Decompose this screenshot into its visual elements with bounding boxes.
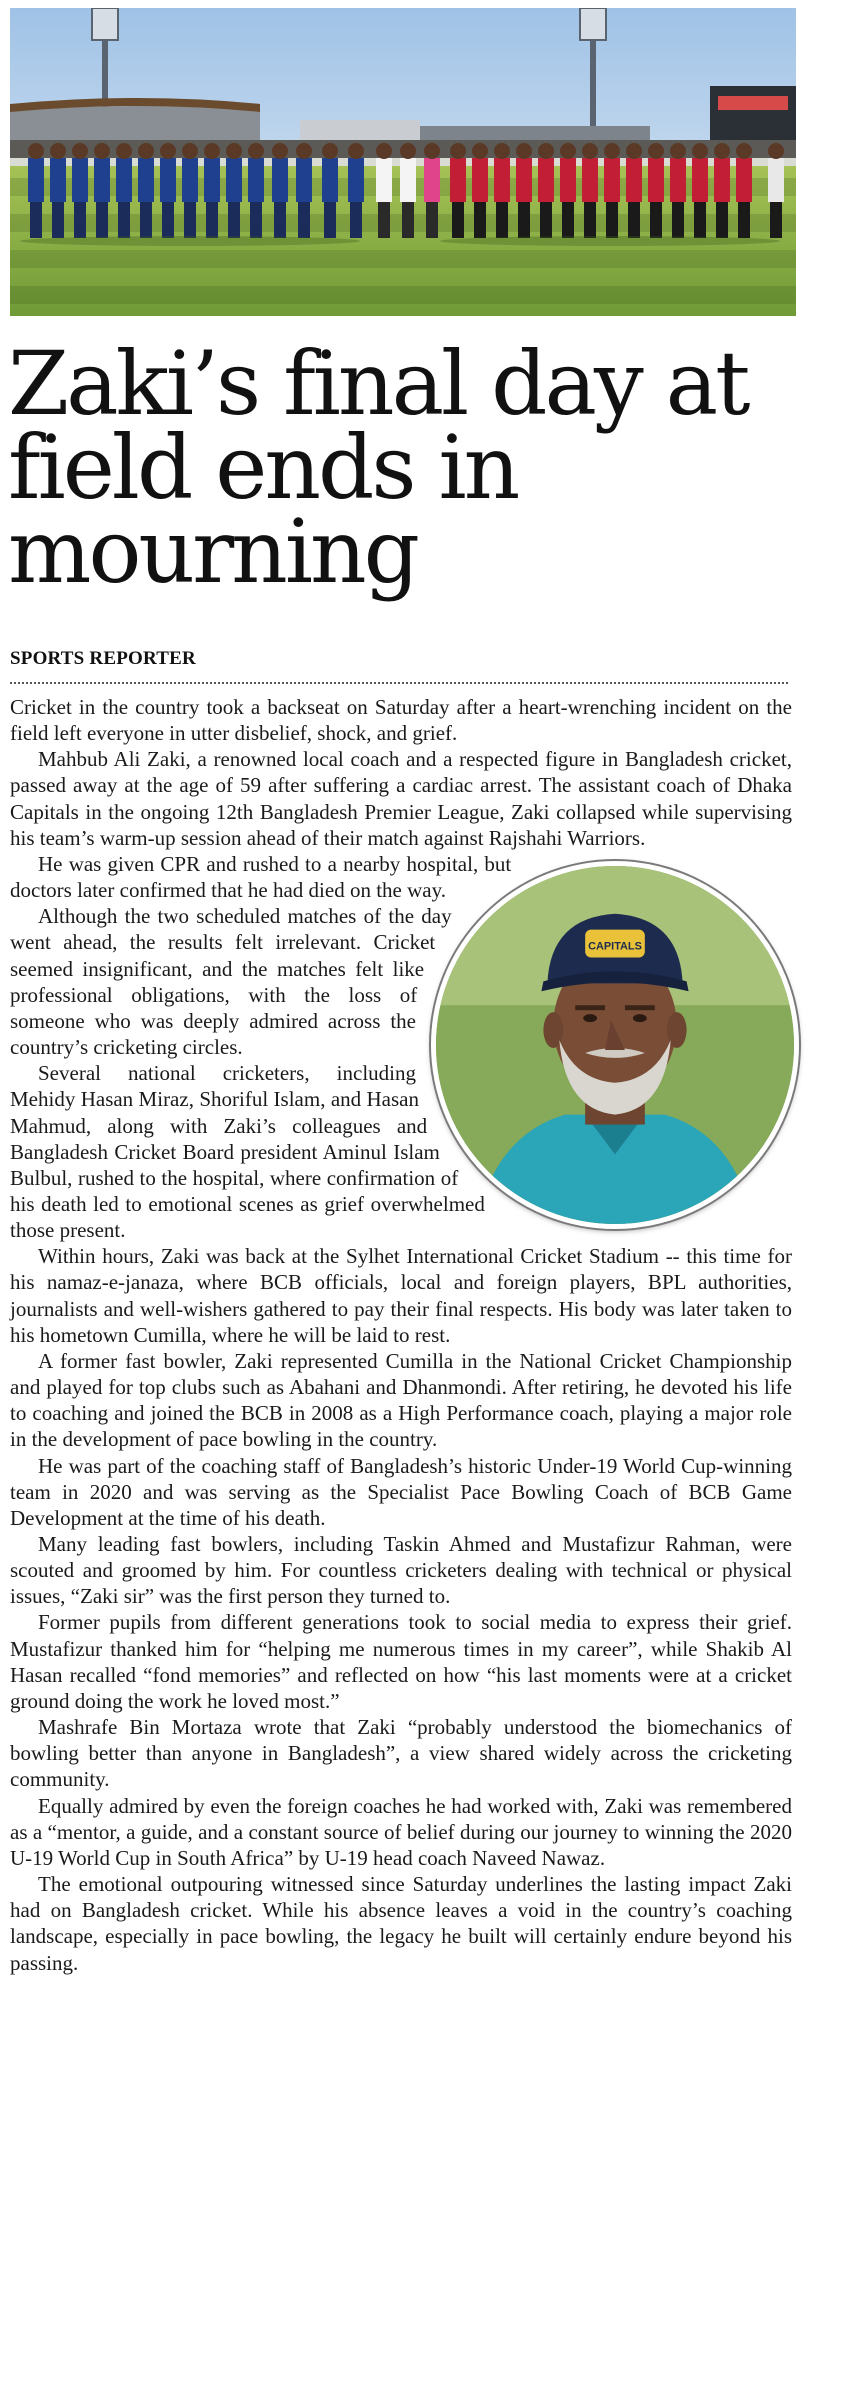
officials: [376, 143, 440, 238]
article-body: [10, 694, 792, 1976]
paragraph: Former pupils from different generations took to social media to express their grief. Mustafizur thanked him for “helping me numerous times in my career”, while Shakib Al Hasan recalled “fond memories” and reflected on how “his last moments were at a cricket ground doing the work he loved most.”: [10, 1610, 792, 1713]
paragraph: Many leading fast bowlers, including Taskin Ahmed and Mustafizur Rahman, were scouted and groomed by him. For countless cricketers dealing with technical or physical issues, “Zaki sir” was the first person they turned to.: [10, 1532, 792, 1609]
headline: Zaki’s final day at field ends in mourning: [8, 332, 748, 603]
stadium-scene: [10, 8, 796, 316]
portrait-photo: [431, 861, 799, 1229]
dotted-divider: [10, 682, 788, 684]
paragraph: Several national cricketers, including Mehidy Hasan Miraz, Shoriful Islam, and Hasan Mahmud, along with Zaki’s colleagues and Bangladesh Cricket Board president Aminul Islam Bulbul, rushed to the hospital, where confirmation of his death led to emotional scenes as grief overwhelmed those present.: [10, 1061, 485, 1243]
paragraph: Within hours, Zaki was back at the Sylhet International Cricket Stadium -- this time for his namaz-e-janaza, where BCB officials, local and foreign players, BPL authorities, journalists and well-wishers gathered to pay their final respects. His body was later taken to his hometown Cumilla, where he will be laid to rest.: [10, 1244, 792, 1347]
paragraph: He was given CPR and rushed to a nearby hospital, but doctors later confirmed that he had died on the way.: [10, 851, 512, 903]
byline: SPORTS REPORTER: [10, 648, 196, 669]
paragraph: He was part of the coaching staff of Bangladesh’s historic Under-19 World Cup-winning team in 2020 and was serving as the Specialist Pace Bowling Coach of BCB Game Development at the time of his death.: [10, 1453, 792, 1530]
paragraph: A former fast bowler, Zaki represented Cumilla in the National Cricket Championship and played for top clubs such as Abahani and Dhanmondi. After retiring, he devoted his life to coaching and joined the BCB in 2008 as a High Performance coach, playing a major role in the development of pace bowling in the country.: [10, 1348, 792, 1452]
paragraph: Mashrafe Bin Mortaza wrote that Zaki “probably understood the biomechanics of bowling better than anyone in Bangladesh”, a view shared widely across the cricketing community.: [10, 1715, 792, 1792]
cap-logo-text: CAPITALS: [588, 940, 642, 953]
coach-portrait: [436, 866, 794, 1224]
paragraph: Cricket in the country took a backseat on Saturday after a heart-wrenching incident on the field left everyone in utter disbelief, shock, and grief.: [10, 695, 792, 746]
paragraph: Although the two scheduled matches of the day went ahead, the results felt irrelevant. Cricket seemed insignificant, and the matches felt like professional obligations, with the loss of someone who was deeply admired across the country’s cricketing circles.: [10, 904, 452, 1060]
paragraph: The emotional outpouring witnessed since Saturday underlines the lasting impact Zaki had on Bangladesh cricket. While his absence leaves a void in the country’s coaching landscape, especially in pace bowling, the legacy he built will certainly endure beyond his passing.: [10, 1872, 792, 1975]
paragraph: Equally admired by even the foreign coaches he had worked with, Zaki was remembered as a “mentor, a guide, and a constant source of belief during our journey to winning the 2020 U-19 World Cup in South Africa” by U-19 head coach Naveed Nawaz.: [10, 1793, 792, 1870]
portrait-inset: [428, 859, 802, 1231]
paragraph: Mahbub Ali Zaki, a renowned local coach and a respected figure in Bangladesh cricket, passed away at the age of 59 after suffering a cardiac arrest. The assistant coach of Dhaka Capitals in the ongoing 12th Bangladesh Premier League, Zaki collapsed while supervising his team’s warm-up session ahead of their match against Rajshahi Warriors.: [10, 747, 792, 850]
top-photo-players-lineup: [10, 8, 796, 316]
